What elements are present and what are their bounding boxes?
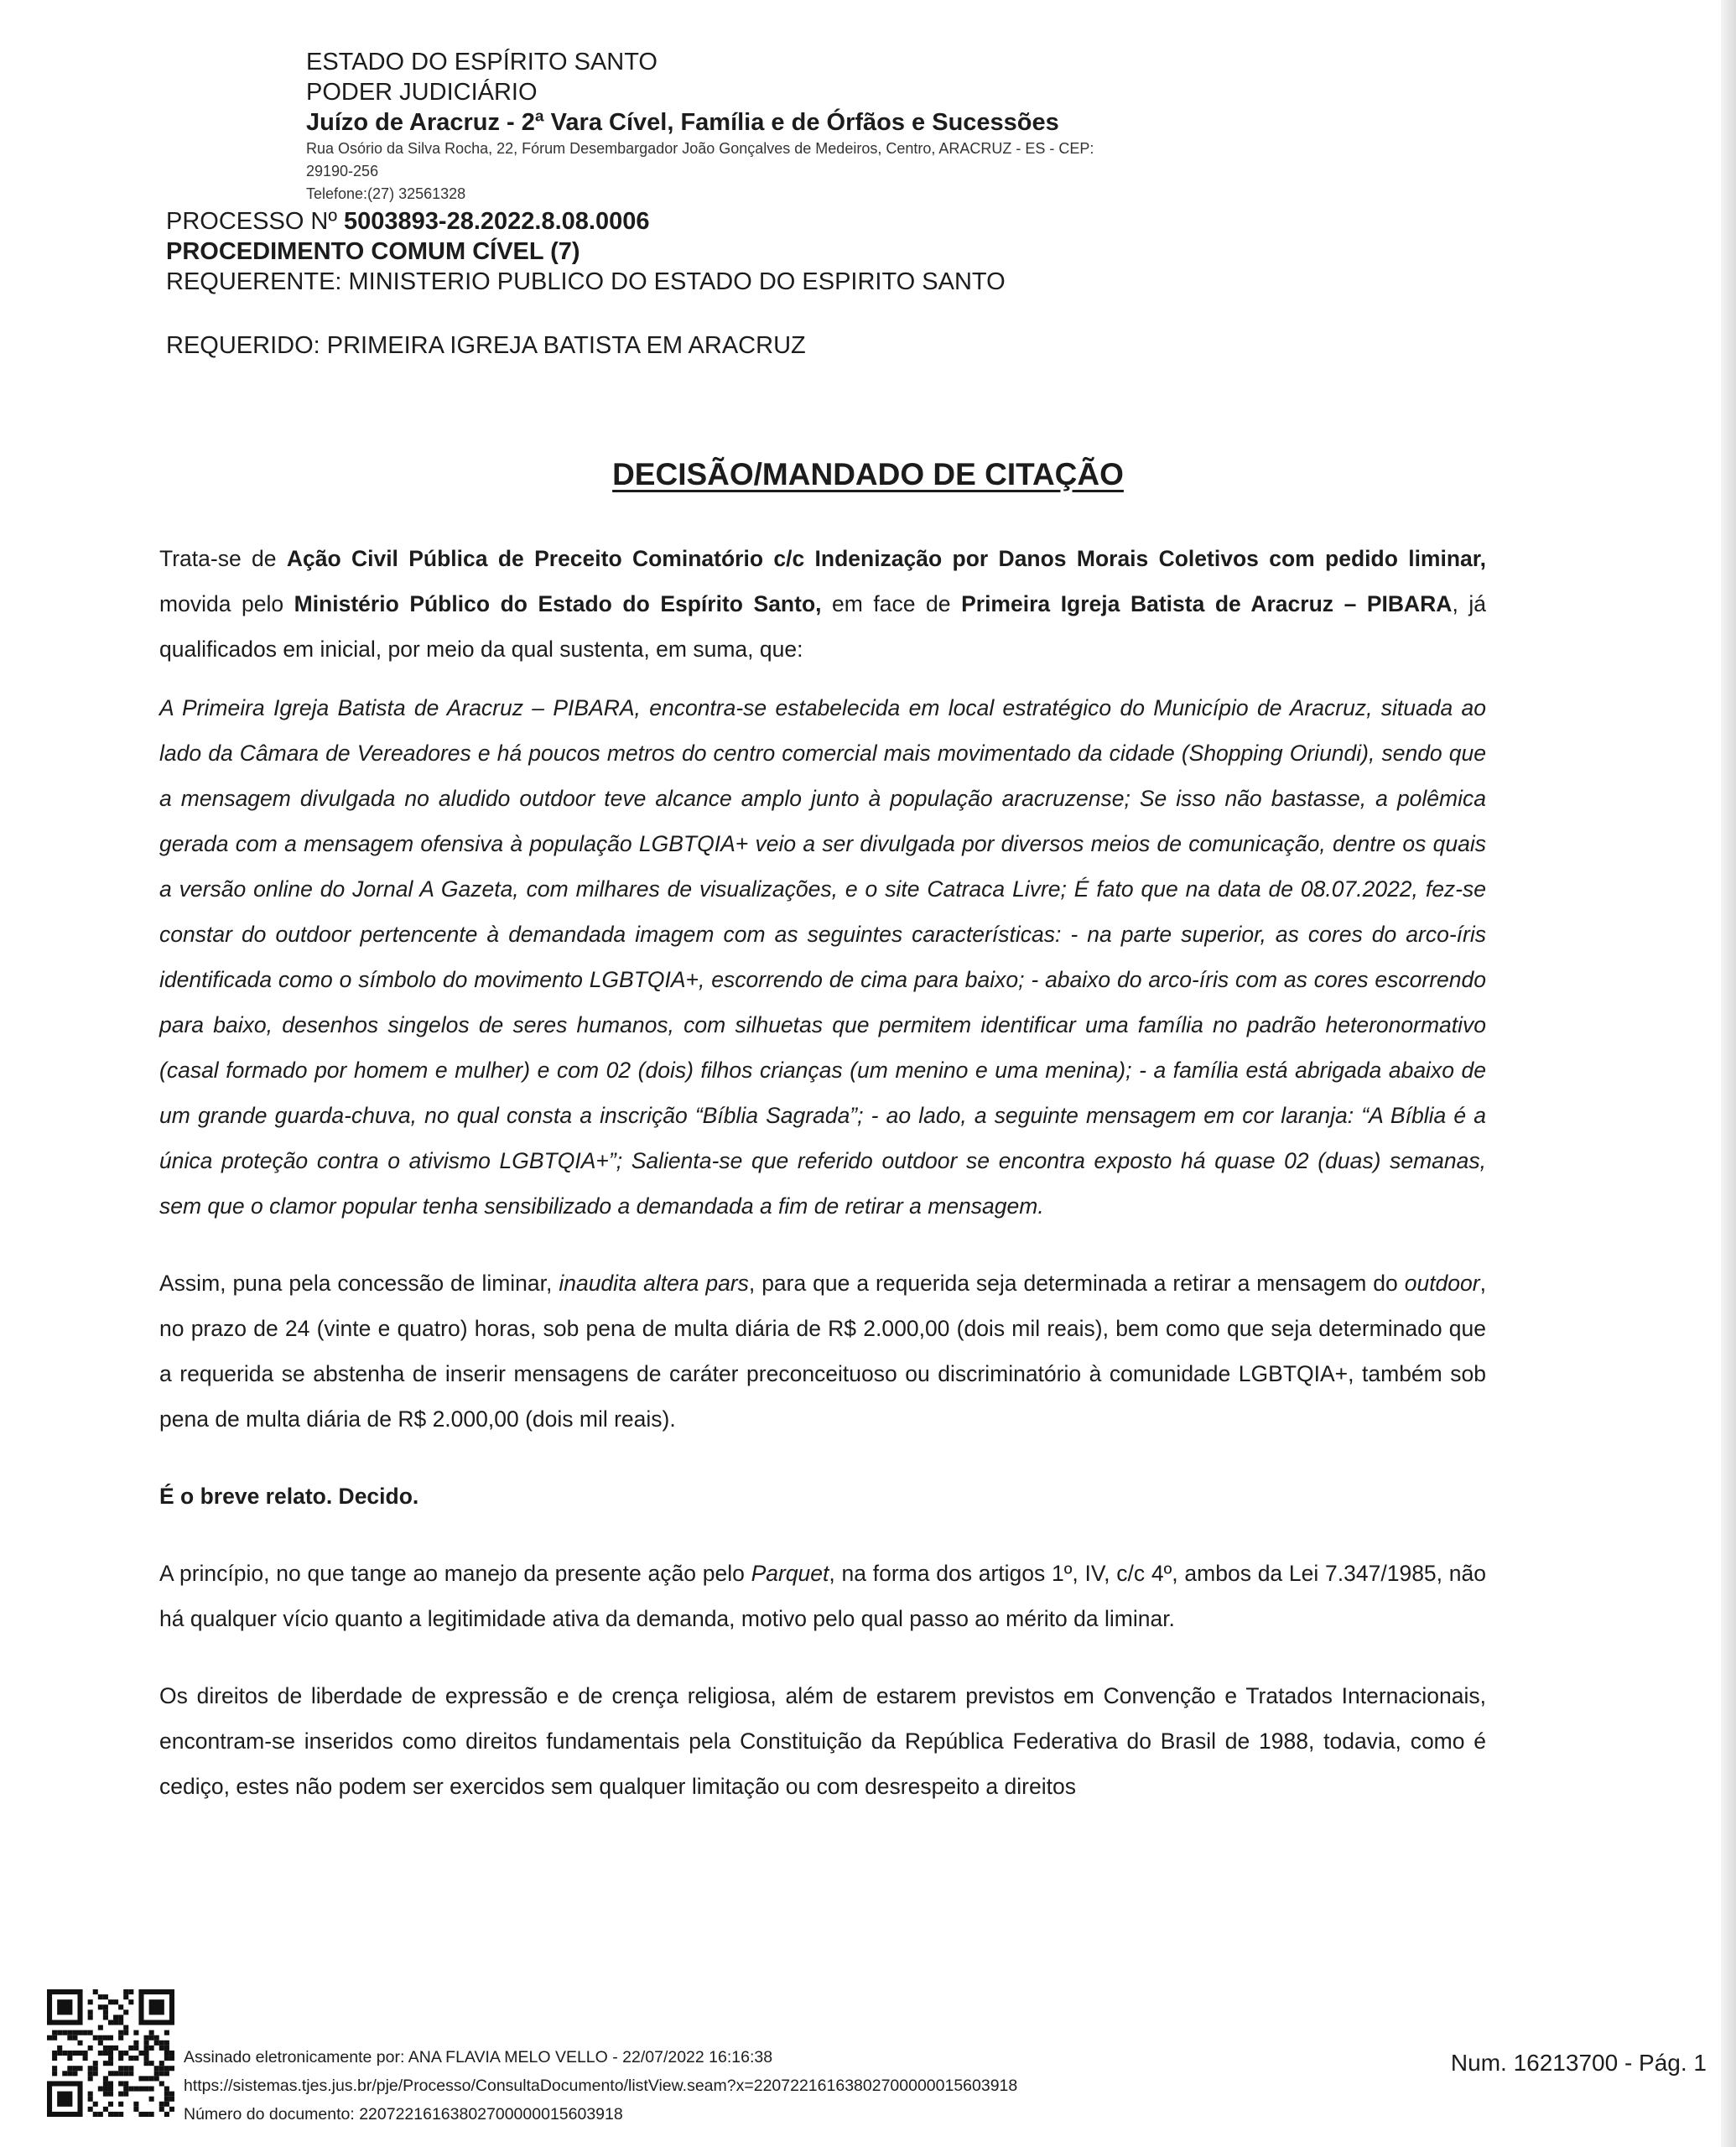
state-name: ESTADO DO ESPÍRITO SANTO bbox=[306, 49, 657, 75]
court-postal-code: 29190-256 bbox=[306, 163, 379, 179]
page-number: Num. 16213700 - Pág. 1 bbox=[1450, 2050, 1707, 2076]
request-text-2: , para que a requerida seja determinada a retirar a mensagem do bbox=[748, 1271, 1405, 1296]
process-line bbox=[166, 206, 1424, 237]
court-name: Juízo de Aracruz - 2ª Vara Cível, Família e de Órfãos e Sucessões bbox=[306, 109, 1059, 136]
outdoor-term: outdoor bbox=[1404, 1271, 1480, 1296]
qr-code[interactable] bbox=[47, 1989, 174, 2117]
court-header bbox=[306, 47, 1396, 205]
plaintiff: REQUERENTE: MINISTERIO PUBLICO DO ESTADO DO ESPIRITO SANTO bbox=[166, 268, 1006, 295]
brief-report-text: É o breve relato. Decido. bbox=[159, 1484, 419, 1509]
document-footer bbox=[0, 1979, 1736, 2147]
document-number: Número do documento: 22072216163802700000015603918 bbox=[184, 2105, 623, 2124]
defendant: REQUERIDO: PRIMEIRA IGREJA BATISTA EM ARACRUZ bbox=[166, 332, 806, 359]
defendant-name: Primeira Igreja Batista de Aracruz – PIBARA bbox=[961, 591, 1453, 616]
case-info bbox=[166, 206, 1424, 361]
court-address: Rua Osório da Silva Rocha, 22, Fórum Desembargador João Gonçalves de Medeiros, Centro, ARACRUZ - ES - CEP: bbox=[306, 140, 1094, 157]
injunction-request bbox=[159, 1261, 1486, 1442]
plaintiff-name: Ministério Público do Estado do Espírito Santo, bbox=[294, 591, 822, 616]
intro-text-2: movida pelo bbox=[159, 591, 294, 616]
brief-report bbox=[159, 1474, 1486, 1519]
intro-text-1: Trata-se de bbox=[159, 546, 287, 571]
intro-paragraph bbox=[159, 536, 1486, 672]
judiciary-branch: PODER JUDICIÁRIO bbox=[306, 79, 538, 106]
signature-block bbox=[184, 2043, 1017, 2129]
principle-text-1: A princípio, no que tange ao manejo da presente ação pelo bbox=[159, 1561, 751, 1586]
principle-text-2: , na forma dos artigos 1º, IV, c/c 4º, ambos da Lei 7.347/1985, não há qualquer vício quanto a legitimidade ativa da demanda, motivo pelo qual passo ao mérito da liminar. bbox=[159, 1561, 1486, 1631]
page-edge-shadow bbox=[1721, 0, 1736, 2147]
quoted-allegation: A Primeira Igreja Batista de Aracruz – PIBARA, encontra-se estabelecida em local estratégico do Município de Aracruz, situada ao lado da Câmara de Vereadores e há poucos metros do centro comercial mais movimentado da cidade (Shopping Oriundi), sendo que a mensagem divulgada no aludido outdoor teve alcance amplo junto à população aracruzense; Se isso não bastasse, a polêmica gerada com a mensagem ofensiva à população LGBTQIA+ veio a ser divulgada por diversos meios de comunicação, dentre os quais a versão online do Jornal A Gazeta, com milhares de visualizações, e o site Catraca Livre; É fato que na data de 08.07.2022, fez-se constar do outdoor pertencente à demandada imagem com as seguintes características: - na parte superior, as cores do arco-íris identificada como o símbolo do movimento LGBTQIA+, escorrendo de cima para baixo; - abaixo do arco-íris com as cores escorrendo para baixo, desenhos singelos de seres humanos, com silhuetas que permitem identificar uma família no padrão heteronormativo (casal formado por homem e mulher) e com 02 (dois) filhos crianças (um menino e uma menina); - a família está abrigada abaixo de um grande guarda-chuva, no qual consta a inscrição “Bíblia Sagrada”; - ao lado, a seguinte mensagem em cor laranja: “A Bíblia é a única proteção contra o ativismo LGBTQIA+”; Salienta-se que referido outdoor se encontra exposto há quase 02 (duas) semanas, sem que o clamor popular tenha sensibilizado a demandada a fim de retirar a mensagem. bbox=[159, 695, 1486, 1219]
signed-by: Assinado eletronicamente por: ANA FLAVIA MELO VELLO - 22/07/2022 16:16:38 bbox=[184, 2048, 773, 2066]
intro-text-4: , já qualificados em inicial, por meio da qual sustenta, em suma, que: bbox=[159, 591, 1486, 662]
verification-url[interactable]: https://sistemas.tjes.jus.br/pje/Processo/ConsultaDocumento/listView.seam?x=22072216163802700000015603918 bbox=[184, 2077, 1018, 2095]
document-title: DECISÃO/MANDADO DE CITAÇÃO bbox=[612, 457, 1124, 491]
document-body bbox=[159, 536, 1486, 1809]
latin-term: inaudita altera pars bbox=[559, 1271, 749, 1296]
rights-paragraph: Os direitos de liberdade de expressão e de crença religiosa, além de estarem previstos em Convenção e Tratados Internacionais, encontram-se inseridos como direitos fundamentais pela Constituição da República Federativa do Brasil de 1988, todavia, como é cediço, estes não podem ser exercidos sem qualquer limitação ou com desrespeito a direitos bbox=[159, 1683, 1486, 1799]
request-text-1: Assim, puna pela concessão de liminar, bbox=[159, 1271, 559, 1296]
parquet-term: Parquet bbox=[751, 1561, 829, 1586]
process-number: 5003893-28.2022.8.08.0006 bbox=[344, 208, 650, 235]
legitimacy-paragraph bbox=[159, 1551, 1486, 1641]
process-label: PROCESSO Nº bbox=[166, 208, 345, 235]
action-type: Ação Civil Pública de Preceito Cominatório c/c Indenização por Danos Morais Coletivos com pedido liminar, bbox=[286, 546, 1486, 571]
intro-text-3: em face de bbox=[821, 591, 962, 616]
procedure-type: PROCEDIMENTO COMUM CÍVEL (7) bbox=[166, 238, 580, 265]
court-phone: Telefone:(27) 32561328 bbox=[306, 185, 466, 202]
request-text-3: , no prazo de 24 (vinte e quatro) horas, sob pena de multa diária de R$ 2.000,00 (dois mil reais), bem como que seja determinado que a requerida se abstenha de inserir mensagens de caráter preconceituoso ou discriminatório à comunidade LGBTQIA+, também sob pena de multa diária de R$ 2.000,00 (dois mil reais). bbox=[159, 1271, 1486, 1432]
